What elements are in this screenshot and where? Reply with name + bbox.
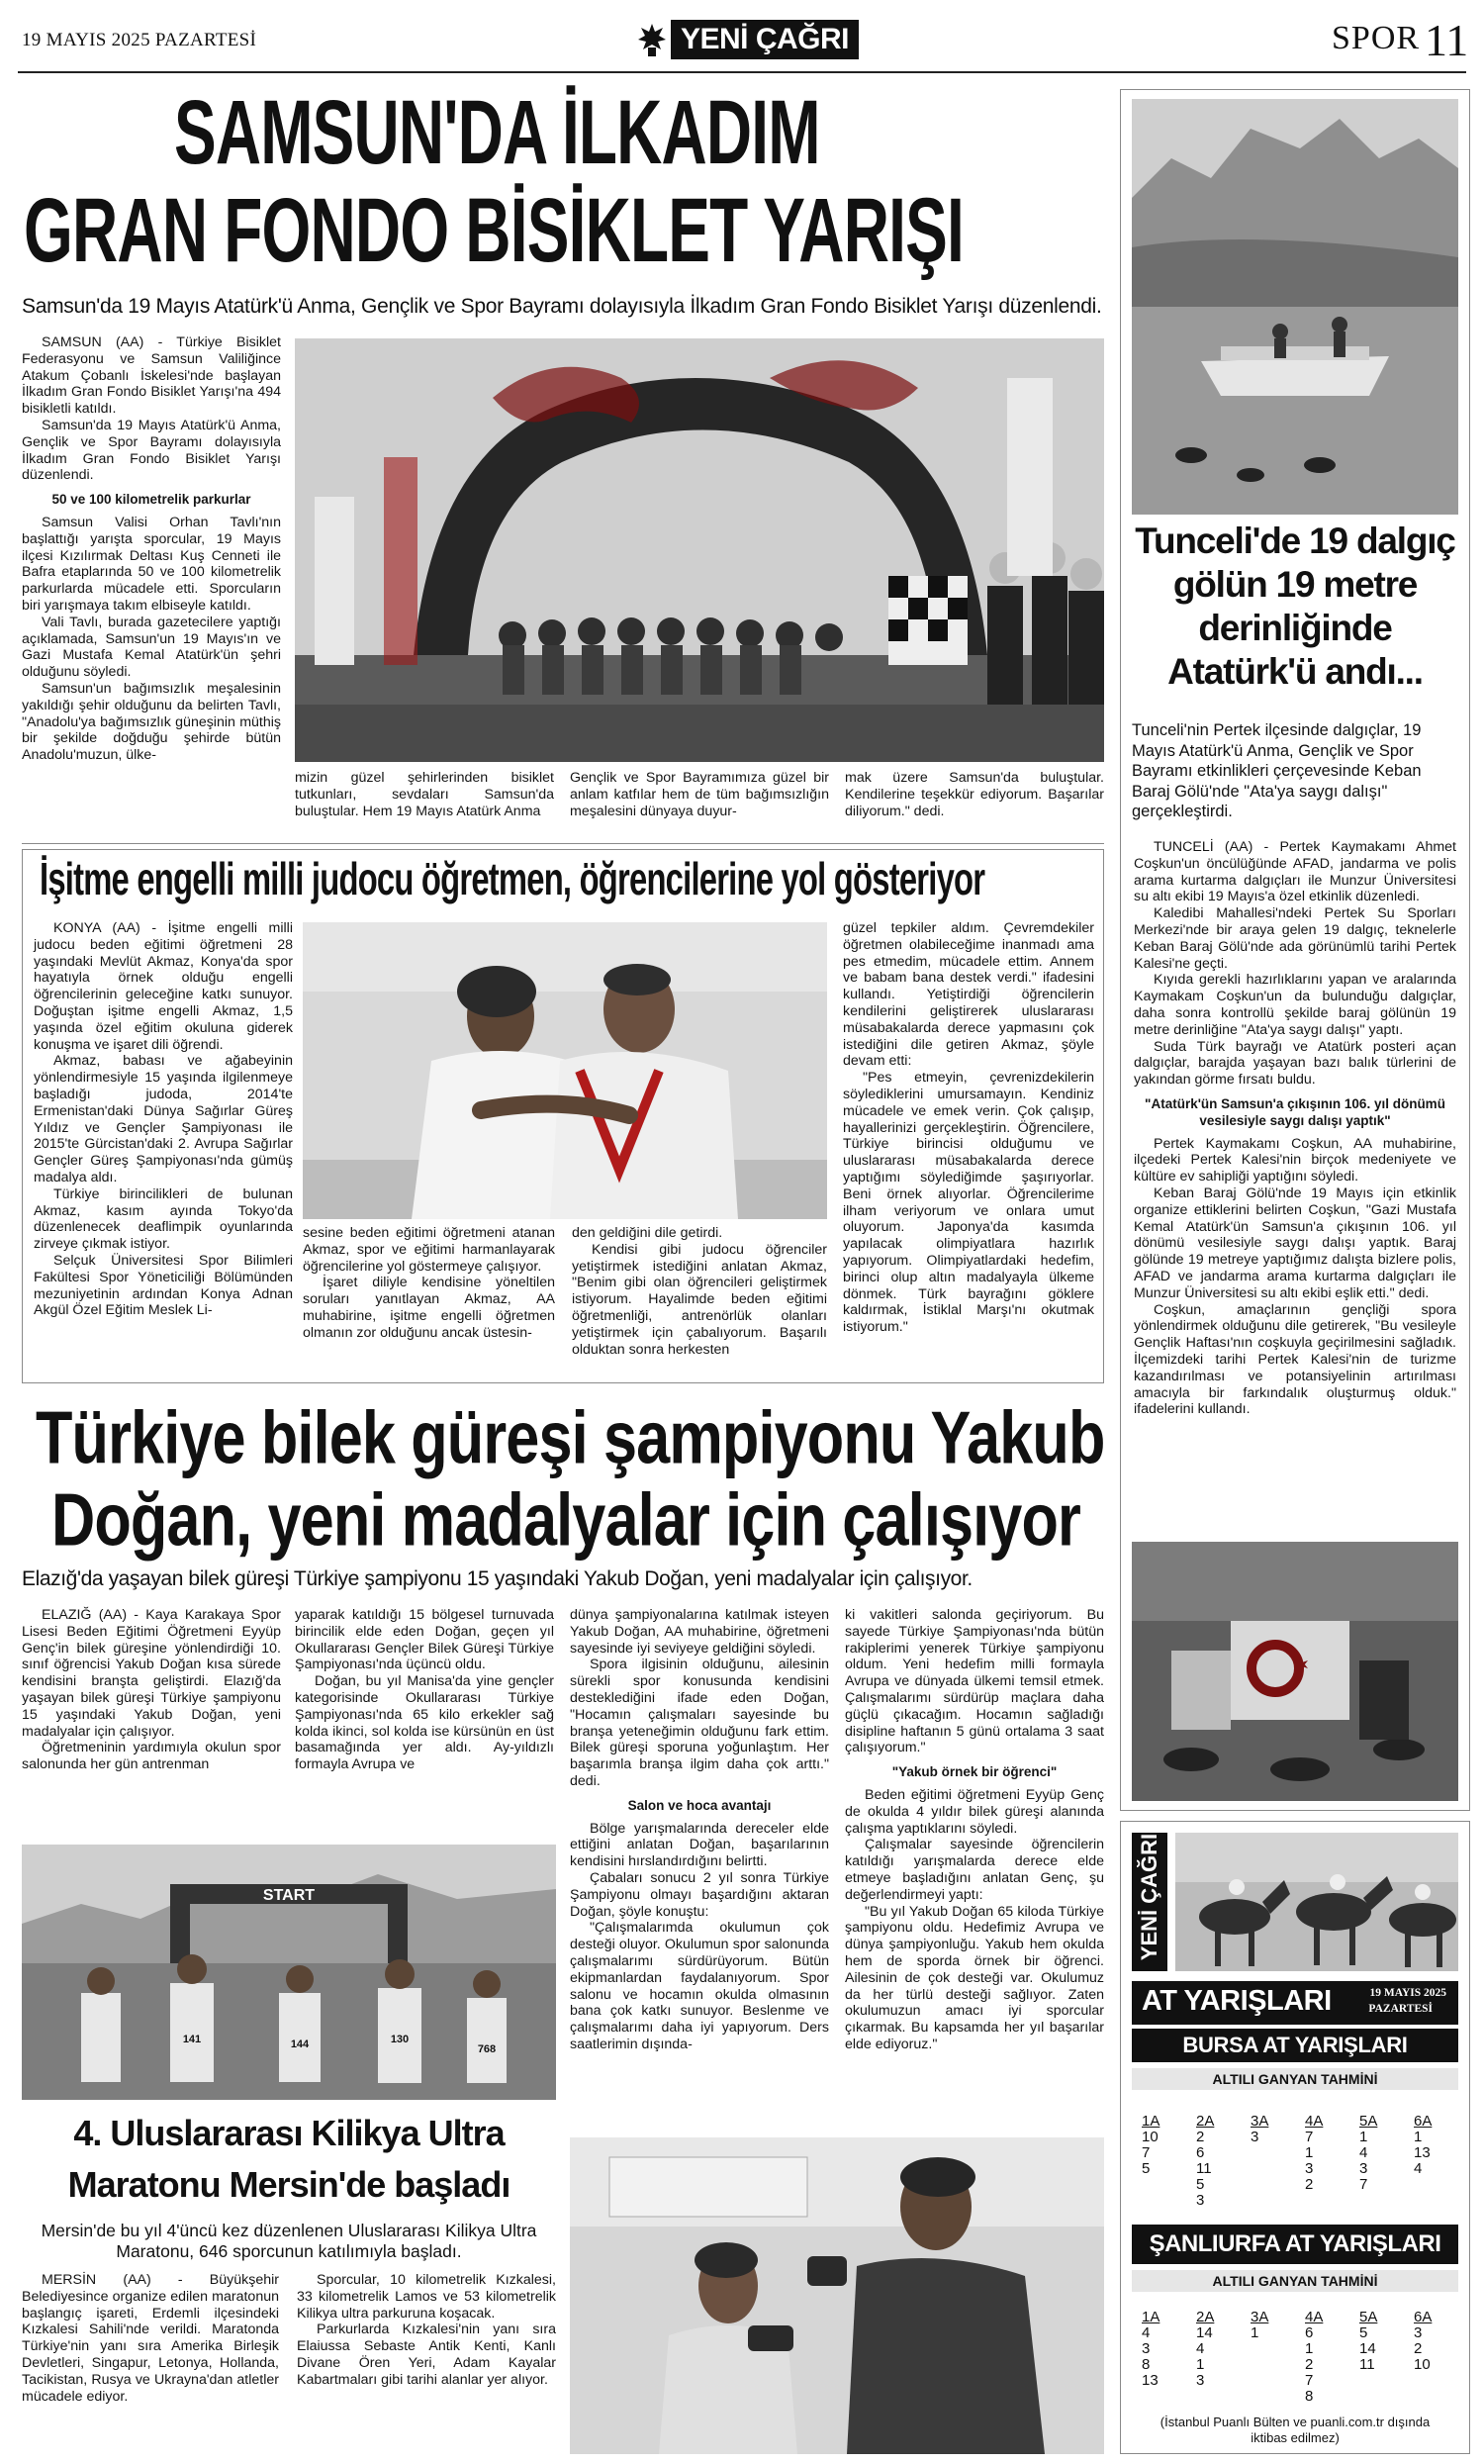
article4-paragraph: Öğretmeninin yardımıyla okulun spor salonunda her gün antrenman bbox=[22, 1740, 281, 1773]
racing-logo-vertical bbox=[1132, 1833, 1167, 1971]
horse-number: 8 bbox=[1305, 2388, 1314, 2405]
horse-number: 11 bbox=[1359, 2356, 1375, 2373]
race-label: 1A bbox=[1142, 2113, 1160, 2130]
article3-title-line: derinliğinde bbox=[1198, 608, 1392, 648]
horse-number: 10 bbox=[1142, 2129, 1159, 2145]
article4-paragraph: yaparak katıldığı 15 bölgesel turnuvada birincilik elde eden Doğan, geçen yıl Okullararası Gençler Bilek Güreşi Türkiye Şampiyonası'nda üçüncü oldu. bbox=[295, 1607, 554, 1673]
article3-paragraph: Suda Türk bayrağı ve Atatürk posteri açan dalgıçlar, barajda yaşayan bazı balık türlerini de yakından görme fırsatı buldu. bbox=[1134, 1038, 1456, 1089]
article3-paragraph: Coşkun, amaçlarının gençliği spora yönlendirmek olduğunu dile getirerek, "Bu vesileyle Gençlik Haftası'nın coşkuyla geçirilmesini sağladık. İlçemizdeki tarihi Pertek Kalesi'nin de turizme kazandırılması ve potansiyelinin artırılması amacıyla bir farkındalık oluşturmuş olduk." ifadelerini kullandı. bbox=[1134, 1301, 1456, 1418]
race-label: 2A bbox=[1196, 2113, 1215, 2130]
sanliurfa-predictions-table bbox=[1142, 2310, 1448, 2405]
article4-title-line1: Türkiye bilek güreşi şampiyonu Yakub bbox=[36, 1396, 1105, 1480]
horse-number: 14 bbox=[1196, 2324, 1213, 2341]
horse-number: 3 bbox=[1142, 2340, 1151, 2357]
article4-paragraph: Çabaları sonucu 2 yıl sonra Türkiye Şampiyonu olmayı başardığını aktaran Doğan, şöyle konuştu: bbox=[570, 1869, 829, 1920]
article3-title-line: Tunceli'de 19 dalgıç bbox=[1135, 521, 1455, 561]
bib-number: 141 bbox=[182, 2034, 202, 2045]
horse-number: 4 bbox=[1142, 2324, 1151, 2341]
article4-paragraph: Çalışmalar sayesinde öğrencilerin katıldığı yarışmalarda derece elde etmeye başladığını anlatan Genç, şu değerlendirmeyi yaptı: bbox=[845, 1837, 1104, 1903]
sanliurfa-title-banner: ŞANLIURFA AT YARIŞLARI bbox=[1132, 2225, 1458, 2264]
article5-title-line: 4. Uluslararası Kilikya Ultra bbox=[73, 2113, 505, 2153]
article2-paragraph: Türkiye birincilikleri de bulunan Akmaz, kasım ayında Tokyo'da düzenlenecek deaflimpik oyunlarında zirveye çıkmak istiyor. bbox=[34, 1185, 293, 1253]
race-label: 6A bbox=[1414, 2113, 1433, 2130]
article5-col2 bbox=[297, 2272, 556, 2389]
article5-paragraph: Sporcular, 10 kilometrelik Kızkalesi, 33 kilometrelik Lamos ve 53 kilometrelik Kilikya ultra parkuruna koşacak. bbox=[297, 2272, 556, 2322]
racing-title-banner bbox=[1132, 1981, 1458, 2025]
horse-number: 5 bbox=[1142, 2160, 1151, 2177]
bib-number: 768 bbox=[477, 2043, 497, 2055]
horse-number: 10 bbox=[1414, 2356, 1431, 2373]
article3-paragraph: Keban Baraj Gölü'nde 19 Mayıs için etkinlik organize ettiklerini belirten Coşkun, "Gazi Mustafa Kemal Atatürk'ün Samsun'a çıkışının 106. yıl dönümü vesilesiyle saygı dalışı yaptık. Baraj gölünde 19 metreye yaptığımız dalışta bizlere polis, AFAD ve jandarma arama kurtarma dalgıçları ile Munzur Üniversitesi su altı ekibi eşlik etti." dedi. bbox=[1134, 1185, 1456, 1301]
racing-footer-note: (İstanbul Puanlı Bülten ve puanli.com.tr dışında iktibas edilmez) bbox=[1159, 2415, 1431, 2445]
article3-title bbox=[1128, 520, 1462, 694]
sanliurfa-col-4 bbox=[1305, 2310, 1345, 2405]
article3-paragraph: Pertek Kaymakamı Coşkun, AA muhabirine, ilçedeki Pertek Kalesi'nin birçok medeniyete ve kültüre ev sahipliği yaptığını söyledi. bbox=[1134, 1135, 1456, 1185]
article1-col2 bbox=[295, 770, 554, 819]
race-label: 2A bbox=[1196, 2309, 1215, 2325]
article5-title-line: Maratonu Mersin'de başladı bbox=[67, 2164, 510, 2205]
article1-paragraph: SAMSUN (AA) - Türkiye Bisiklet Federasyonu ve Samsun Valiliğince Atakum Çobanlı İskelesi'nde başlayan İlkadım Gran Fondo Bisiklet Yarışı'na 494 bisikletli katıldı. bbox=[22, 334, 281, 418]
horse-number: 1 bbox=[1196, 2356, 1205, 2373]
horse-number: 1 bbox=[1414, 2129, 1423, 2145]
article4-paragraph: ki vakitleri salonda geçiriyorum. Bu sayede Türkiye Şampiyonası'nda bütün rakiplerimi yenerek Türkiye şampiyonu oldum. Yeni hedefim milli formayla Avrupa ve dünyada ülkemi temsil etmek. Çalışmalarımı sürdürüp maçlara daha güçlü çıkacağım. Hocamın sağladığı disipline haftanın 5 günü ortalama 3 saat çalışıyorum." bbox=[845, 1607, 1104, 1756]
horse-number: 2 bbox=[1414, 2340, 1423, 2357]
sanliurfa-subtitle: ALTILI GANYAN TAHMİNİ bbox=[1132, 2270, 1458, 2292]
horse-number: 4 bbox=[1359, 2144, 1368, 2161]
article1-col4 bbox=[845, 770, 1104, 819]
masthead-logo bbox=[633, 18, 861, 63]
horse-number: 13 bbox=[1414, 2144, 1431, 2161]
horse-number: 5 bbox=[1359, 2324, 1368, 2341]
horse-number: 2 bbox=[1305, 2356, 1314, 2373]
article2-col3 bbox=[572, 1225, 827, 1358]
horse-number: 7 bbox=[1142, 2144, 1151, 2161]
sanliurfa-col-1 bbox=[1142, 2310, 1181, 2389]
horse-number: 1 bbox=[1251, 2324, 1259, 2341]
article4-paragraph: ELAZIĞ (AA) - Kaya Karakaya Spor Lisesi Beden Eğitimi Öğretmeni Eyyüp Genç'in bilek güreşine yönlendirdiği 10. sınıf öğrencisi Yakub Doğan kısa sürede kendisini branşta geliştirdi. Elazığ'da yaşayan bilek güreşi Türkiye şampiyonu 15 yaşındaki Yakub Doğan, yeni madalyalar için çalışıyor. bbox=[22, 1607, 281, 1740]
article5-paragraph: Parkurlarda Kızkalesi'nin yanı sıra Elaiussa Sebaste Antik Kenti, Kanlı Divane Ören Yeri, Adam Kayalar Kabartmaları gibi tarihi alanlar yer alıyor. bbox=[297, 2322, 556, 2388]
article2-paragraph: Akmaz, babası ve ağabeyinin yönlendirmesiyle 15 yaşında ilgilenmeye başladığı judoda, 2014'te Ermenistan'daki Dünya Sağırlar Güreş Yıldız ve Gençler Şampiyonası ile 2015'te Gürcistan'daki 2. Avrupa Sağırlar Gençler Güreş Şampiyonası'nda gümüş madalya aldı. bbox=[34, 1053, 293, 1185]
article2-paragraph: İşaret diliyle kendisine yöneltilen soruları yanıtlayan Akmaz, AA muhabirine, işitme engelli öğretmen olmanın zor olduğunu ancak üstesin- bbox=[303, 1275, 555, 1341]
article4-paragraph: Spora ilgisinin olduğunu, ailesinin sürekli spor konusunda kendisini desteklediğini ifade eden Doğan, "Hocamın çalışmaları sayesinde bu branşa yeteneğimin olduğunu fark ettim. Bilek güreşi sporuna yoğunlaştım. Her başarımla branşa ilgim daha çok arttı." dedi. bbox=[570, 1657, 829, 1789]
racing-logo-text: YENİ ÇAĞRI bbox=[1137, 1833, 1161, 1961]
article4-col3 bbox=[570, 1607, 829, 2053]
logo-text: YENİ ÇAĞRI bbox=[671, 20, 859, 59]
article4-deck: Elazığ'da yaşayan bilek güreşi Türkiye şampiyonu 15 yaşındaki Yakub Doğan, yeni madalyalar için çalışıyor. bbox=[22, 1567, 973, 1590]
article3-photo-underwater bbox=[1132, 1542, 1458, 1801]
race-label: 5A bbox=[1359, 2309, 1378, 2325]
horse-number: 13 bbox=[1142, 2372, 1159, 2389]
sanliurfa-col-6 bbox=[1414, 2310, 1453, 2373]
race-label: 3A bbox=[1251, 2113, 1269, 2130]
bib-number: 144 bbox=[290, 2038, 310, 2050]
article2-col2 bbox=[303, 1225, 555, 1342]
racing-title: AT YARIŞLARI bbox=[1142, 1985, 1332, 2017]
horse-number: 3 bbox=[1414, 2324, 1423, 2341]
horse-number: 7 bbox=[1305, 2372, 1314, 2389]
article1-paragraph: mizin güzel şehirlerinden bisiklet tutkunları, sevdaları Samsun'da buluştular. Hem 19 Mayıs Atatürk Anma bbox=[295, 770, 554, 819]
article3-body bbox=[1134, 839, 1456, 1418]
article1-title-line2: GRAN FONDO BİSİKLET YARIŞI bbox=[24, 179, 964, 281]
article2-paragraph: sesine beden eğitimi öğretmeni atanan Akmaz, spor ve eğitimi harmanlayarak öğrencilerine yol göstermeye çalışıyor. bbox=[303, 1225, 555, 1275]
article1-col1 bbox=[22, 334, 281, 764]
article3-deck: Tunceli'nin Pertek ilçesinde dalgıçlar, 19 Mayıs Atatürk'ü Anma, Gençlik ve Spor Bayramı etkinlikleri çerçevesinde Keban Baraj Gölü'nde "Ata'ya saygı dalışı" gerçekleştirdi. bbox=[1132, 721, 1422, 820]
page-number: 11 bbox=[1425, 15, 1469, 65]
article4-col4 bbox=[845, 1607, 1104, 2053]
article4-photo-training bbox=[570, 2137, 1104, 2454]
article1-paragraph: Samsun'un bağımsızlık meşalesinin yakıldığı şehir olduğunu da belirten Tavlı, "Anadolu'ya bağımsızlık güneşinin müthiş bir şekilde doğduğu şehirde bütün Anadolu'muzun, ülke- bbox=[22, 680, 281, 764]
bursa-col-1 bbox=[1142, 2114, 1181, 2177]
horse-number: 3 bbox=[1251, 2129, 1259, 2145]
bursa-col-5 bbox=[1359, 2114, 1399, 2193]
section-label: SPOR bbox=[1332, 20, 1421, 56]
article1-photo-cycling-start bbox=[295, 338, 1104, 762]
article1-paragraph: Samsun Valisi Orhan Tavlı'nın başlattığı yarışta sporcular, 19 Mayıs ilçesi Kızılırmak Deltası Kuş Cenneti ile Bafra etaplarında 50 ve 100 kilometrelik parkurlarda mücadele etti. Sporcuların biri yarışmaya takım elbiseyle katıldı. bbox=[22, 514, 281, 614]
bib-number: 130 bbox=[390, 2034, 410, 2045]
race-label: 4A bbox=[1305, 2113, 1324, 2130]
horse-number: 6 bbox=[1196, 2144, 1205, 2161]
horse-number: 3 bbox=[1196, 2372, 1205, 2389]
article3-title-line: gölün 19 metre bbox=[1172, 564, 1418, 605]
header-date: 19 MAYIS 2025 PAZARTESİ bbox=[22, 30, 257, 50]
bursa-title-banner: BURSA AT YARIŞLARI bbox=[1132, 2029, 1458, 2062]
article5-col1 bbox=[22, 2272, 279, 2405]
article4-paragraph: Doğan, bu yıl Manisa'da yine gençler kategorisinde Okullararası Türkiye Şampiyonası'nda 65 kilo erkekler sağ kolda ikinci, sol kolda ise kürsünün en üst basamağında yer aldı. Ay-yıldızlı formayla Avrupa ve bbox=[295, 1673, 554, 1773]
article5-deck: Mersin'de bu yıl 4'üncü kez düzenlenen Uluslararası Kilikya Ultra Maratonu, 646 sporcunun katılımıyla başladı. bbox=[41, 2221, 537, 2261]
racing-date-line2: PAZARTESİ bbox=[1368, 2003, 1433, 2015]
horse-number: 7 bbox=[1359, 2176, 1368, 2193]
article4-col2 bbox=[295, 1607, 554, 1773]
article3-paragraph: TUNCELİ (AA) - Pertek Kaymakamı Ahmet Coşkun'un öncülüğünde AFAD, jandarma ve polis arama kurtarma dalgıçları ile Munzur Üniversitesi su altı ekibi 19 Mayıs'a özel etkinlik düzenledi. bbox=[1134, 839, 1456, 905]
article1-col3 bbox=[570, 770, 829, 819]
article4-col1 bbox=[22, 1607, 281, 1773]
article4-subheading: Salon ve hoca avantajı bbox=[627, 1797, 772, 1813]
article4-paragraph: Beden eğitimi öğretmeni Eyyüp Genç de okulda 4 yıldır bilek güreşi alanında çalışma yaptıklarını söyledi. bbox=[845, 1786, 1104, 1837]
race-label: 1A bbox=[1142, 2309, 1160, 2325]
article4-paragraph: "Çalışmalarımda okulumun çok desteği oluyor. Okulumun spor salonunda çalışmalarımı sürdürüyorum. Bütün ekipmanlardan faydalanıyorum. Spor salonu ve hocamın okulda olmasının bana çok katkı sunuyor. Beslenme ve çalışmalarımı daha iyi yapıyorum. Ders saatlerimin dışında- bbox=[570, 1920, 829, 2052]
horse-number: 4 bbox=[1414, 2160, 1423, 2177]
header-rule bbox=[18, 71, 1466, 73]
article1-paragraph: mak üzere Samsun'da buluştular. Kendilerine teşekkür ediyorum. Başarılar diliyorum." dedi. bbox=[845, 770, 1104, 819]
article2-col1 bbox=[34, 920, 293, 1319]
race-label: 3A bbox=[1251, 2309, 1269, 2325]
race-label: 5A bbox=[1359, 2113, 1378, 2130]
bursa-col-4 bbox=[1305, 2114, 1345, 2193]
article2-paragraph: Kendisi gibi judocu öğrenciler yetiştirmek istediğini anlatan Akmaz, "Benim gibi olan öğrencileri geliştirmek istiyorum. Hayalimde beden eğitimi öğretmenliği, antrenörlük olanları yetiştirmek için çabalıyorum. Başarılı olduktan sonra herkesten bbox=[572, 1241, 827, 1358]
horse-number: 7 bbox=[1305, 2129, 1314, 2145]
article1-title-line1: SAMSUN'DA İLKADIM bbox=[174, 80, 820, 184]
bursa-predictions-table bbox=[1142, 2113, 1448, 2209]
article2-photo-judo bbox=[303, 922, 827, 1219]
bursa-col-3 bbox=[1251, 2114, 1290, 2145]
article4-paragraph: Bölge yarışmalarında dereceler elde ettiğini anlatan Doğan, başarılarının kendisini hırslandırdığını belirtti. bbox=[570, 1820, 829, 1870]
article5-photo-marathon bbox=[22, 1845, 556, 2100]
horse-number: 1 bbox=[1305, 2144, 1314, 2161]
article1-paragraph: Samsun'da 19 Mayıs Atatürk'ü Anma, Gençlik ve Spor Bayramı dolayısıyla İlkadım Gran Fondo Bisiklet Yarışı düzenlendi. bbox=[22, 417, 281, 484]
article3-paragraph: Kaledibi Mahallesi'ndeki Pertek Su Sporları Merkezi'nde bir araya gelen 19 dalgıç, teknelerle Keban Baraj Gölü'nde ada görünümlü tarihi Pertek Kalesi'ne geçti. bbox=[1134, 905, 1456, 972]
article2-paragraph: KONYA (AA) - İşitme engelli milli judocu beden eğitimi öğretmeni 28 yaşındaki Mevlüt Akmaz, Konya'da spor hayatıyla örnek olduğu engelli öğrencilerinin geleceğine katkı sunuyor. Doğuştan işitme engelli Akmaz, 1,5 yaşında özel eğitim okuluna giderek konuşma ve işaret dili öğrendi. bbox=[34, 920, 293, 1053]
article2-paragraph: den geldiğini dile getirdi. bbox=[572, 1225, 723, 1241]
horse-number: 4 bbox=[1196, 2340, 1205, 2357]
article4-paragraph: "Bu yıl Yakub Doğan 65 kiloda Türkiye şampiyonu oldu. Hedefimiz Avrupa ve dünya şampiyonluğu. Yakub hem okulda hem de sporda örnek bir öğrenci. Ailesinin de çok desteği var. Okulumuz da her türlü desteği sağlıyor. Zaten okulumuzun amacı iyi sporcular çıkarmak. Bu kapsamda her yıl başarılar elde ediyoruz." bbox=[845, 1903, 1104, 2052]
article1-paragraph: Vali Tavlı, burada gazetecilere yaptığı açıklamada, Samsun'un 19 Mayıs'ın ve Gazi Mustafa Kemal Atatürk'ün şehri olduğunu söyledi. bbox=[22, 614, 281, 681]
article3-subheading: "Atatürk'ün Samsun'a çıkışının 106. yıl dönümü vesilesiyle saygı dalışı yaptık" bbox=[1145, 1095, 1445, 1128]
bursa-col-6 bbox=[1414, 2114, 1453, 2177]
article1-paragraph: Gençlik ve Spor Bayramımıza güzel bir anlam katfılar hem de tüm bağımsızlığın meşalesini dünyaya duyur- bbox=[570, 770, 829, 819]
article2-col4 bbox=[843, 920, 1094, 1336]
racing-photo-horses bbox=[1175, 1833, 1458, 1971]
article2-paragraph: "Pes etmeyin, çevrenizdekilerin söylediklerini umursamayın. Kendiniz mücadele ve emek verin. Çok çalışıp, hayallerinizi gerçekleştirin. Öğrencilere, Türkiye birincisi olduğumu ve uluslararası müsabakalarda derece yaptığımı söylediğimde şaşırıyorlar. Beni örnek alıyorlar. Öğrencilerime ilham veriyorum ve onlara umut oluyorum. Japonya'da kasımda yapılacak olimpiyatlara hazırlık yapıyorum. Olimpiyatlardaki hedefim, birinci olup altın madalyayla ülkeme dönmek. Türk bayrağını göklere kaldırmak, İstiklal Marşı'nı okutmak istiyorum." bbox=[843, 1070, 1094, 1336]
start-sign-text: START bbox=[262, 1887, 316, 1904]
horse-number: 8 bbox=[1142, 2356, 1151, 2373]
sanliurfa-col-2 bbox=[1196, 2310, 1236, 2389]
article2-paragraph: güzel tepkiler aldım. Çevremdekiler öğretmen olabileceğime inanmadı ama pes etmedim, mücadele ettim. Annem ve babam bana destek verdi." ifadesini kullandı. Yetiştirdiği öğrencilerin kendilerini geliştirerek uluslararası müsabakalarda derece yapmasını çok istediğini dile getiren Akmaz, şöyle devam etti: bbox=[843, 920, 1094, 1070]
bursa-col-2 bbox=[1196, 2114, 1236, 2209]
horse-number: 3 bbox=[1196, 2192, 1205, 2209]
logo-emblem-icon bbox=[637, 22, 667, 57]
article4-title-line2: Doğan, yeni madalyalar için çalışıyor bbox=[51, 1478, 1081, 1563]
article3-photo-divers-boat bbox=[1132, 99, 1458, 515]
race-label: 4A bbox=[1305, 2309, 1324, 2325]
horse-number: 6 bbox=[1305, 2324, 1314, 2341]
sanliurfa-col-3 bbox=[1251, 2310, 1290, 2341]
article3-paragraph: Kıyıda gerekli hazırlıklarını yapan ve aralarında Kaymakam Coşkun'un da bulunduğu dalgıçlar, daha sonra kontrollü şekilde baraj gölünün 19 metre derinliğine "Ata'ya saygı dalışı" yaptı. bbox=[1134, 972, 1456, 1038]
article1-bottom-rule bbox=[22, 843, 1104, 844]
article4-paragraph: dünya şampiyonalarına katılmak isteyen Yakub Doğan, AA muhabirine, öğretmeni sayesinde iyi seviyeye geldiğini söyledi. bbox=[570, 1607, 829, 1657]
horse-number: 2 bbox=[1196, 2129, 1205, 2145]
article4-subheading: "Yakub örnek bir öğrenci" bbox=[891, 1764, 1058, 1780]
horse-number: 3 bbox=[1305, 2160, 1314, 2177]
racing-date-line1: 19 MAYIS 2025 bbox=[1369, 1987, 1446, 1999]
article1-subheading: 50 ve 100 kilometrelik parkurlar bbox=[51, 492, 251, 508]
horse-number: 2 bbox=[1305, 2176, 1314, 2193]
sanliurfa-col-5 bbox=[1359, 2310, 1399, 2373]
horse-number: 11 bbox=[1196, 2160, 1212, 2177]
article5-paragraph: MERSİN (AA) - Büyükşehir Belediyesince organize edilen maratonun başlangıç işareti, Erdemli ilçesindeki Kızkalesi Sahili'nde verildi. Maratonda Türkiye'nin yanı sıra Amerika Birleşik Devletleri, Singapur, Letonya, Hollanda, Tacikistan, Rusya ve Ukrayna'dan atletler mücadele ediyor. bbox=[22, 2272, 279, 2405]
horse-number: 5 bbox=[1196, 2176, 1205, 2193]
horse-number: 1 bbox=[1305, 2340, 1314, 2357]
horse-number: 3 bbox=[1359, 2160, 1368, 2177]
article2-paragraph: Selçuk Üniversitesi Spor Bilimleri Fakültesi Spor Yöneticiliği Bölümünden mezuniyetinin ardından Konya Adnan Akgül Özel Eğitim Meslek Li- bbox=[34, 1252, 293, 1319]
article3-title-line: Atatürk'ü andı... bbox=[1167, 651, 1423, 692]
horse-number: 14 bbox=[1359, 2340, 1376, 2357]
race-label: 6A bbox=[1414, 2309, 1433, 2325]
article5-title bbox=[22, 2108, 556, 2211]
article1-deck: Samsun'da 19 Mayıs Atatürk'ü Anma, Gençlik ve Spor Bayramı dolayısıyla İlkadım Gran Fondo Bisiklet Yarışı düzenlendi. bbox=[22, 295, 1102, 318]
bursa-subtitle: ALTILI GANYAN TAHMİNİ bbox=[1132, 2068, 1458, 2090]
horse-number: 1 bbox=[1359, 2129, 1368, 2145]
article2-title: İşitme engelli milli judocu öğretmen, öğrencilerine yol gösteriyor bbox=[40, 853, 985, 904]
